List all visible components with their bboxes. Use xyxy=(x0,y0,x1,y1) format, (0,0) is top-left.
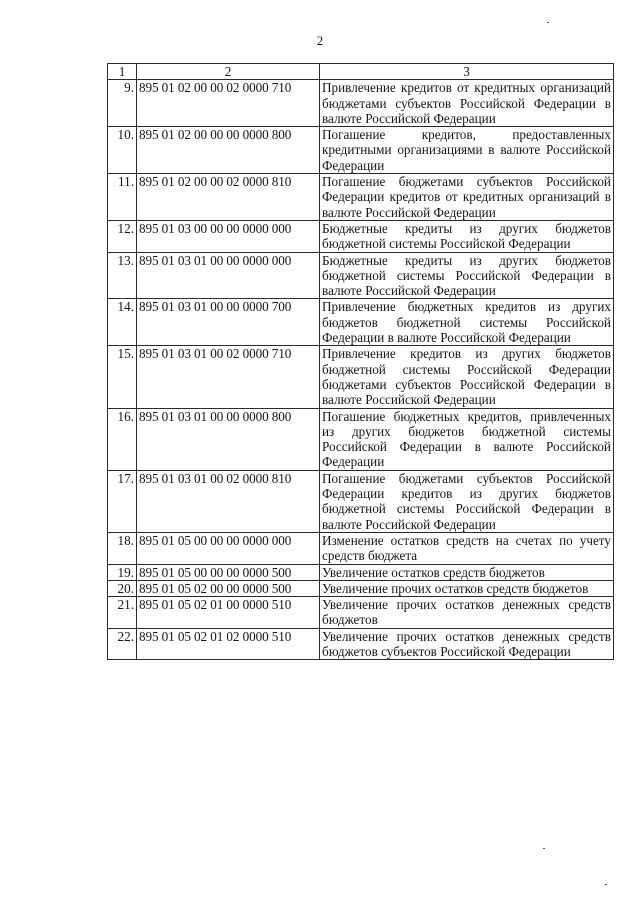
row-number: 9. xyxy=(108,80,137,127)
budget-code: 895 01 03 01 00 02 0000 710 xyxy=(137,346,320,408)
header-col-3: 3 xyxy=(320,64,614,80)
budget-code: 895 01 03 01 00 00 0000 800 xyxy=(137,408,320,470)
row-description: Погашение бюджетных кредитов, привлеченных из других бюджетов бюджетной системы Российской Федерации в валюте Российской Федерации xyxy=(320,408,614,470)
table-row xyxy=(108,628,614,660)
table-row xyxy=(108,532,614,564)
row-number: 15. xyxy=(108,346,137,408)
row-description: Изменение остатков средств на счетах по учету средств бюджета xyxy=(320,532,614,564)
row-number: 16. xyxy=(108,408,137,470)
row-number: 21. xyxy=(108,597,137,629)
row-number: 20. xyxy=(108,580,137,596)
table-row xyxy=(108,220,614,252)
table-header-row xyxy=(108,64,614,80)
row-description: Увеличение прочих остатков денежных средств бюджетов субъектов Российской Федерации xyxy=(320,628,614,660)
table-row xyxy=(108,80,614,127)
row-number: 22. xyxy=(108,628,137,660)
row-description: Увеличение прочих остатков денежных средств бюджетов xyxy=(320,597,614,629)
budget-code: 895 01 03 00 00 00 0000 000 xyxy=(137,220,320,252)
budget-code: 895 01 03 01 00 00 0000 000 xyxy=(137,252,320,299)
row-description: Привлечение бюджетных кредитов из других бюджетов бюджетной системы Российской Федерации в валюте Российской Федерации xyxy=(320,299,614,346)
budget-code: 895 01 02 00 00 00 0000 800 xyxy=(137,127,320,174)
budget-code: 895 01 02 00 00 02 0000 710 xyxy=(137,80,320,127)
header-col-2: 2 xyxy=(137,64,320,80)
header-col-1: 1 xyxy=(108,64,137,80)
row-number: 19. xyxy=(108,564,137,580)
row-description: Привлечение кредитов из других бюджетов бюджетной системы Российской Федерации бюджетами субъектов Российской Федерации в валюте Российской Федерации xyxy=(320,346,614,408)
row-description: Погашение бюджетами субъектов Российской Федерации кредитов от кредитных организаций в валюте Российской Федерации xyxy=(320,174,614,221)
table-row xyxy=(108,174,614,221)
scan-speck xyxy=(605,884,607,885)
table-row xyxy=(108,408,614,470)
row-number: 14. xyxy=(108,299,137,346)
row-number: 10. xyxy=(108,127,137,174)
table-row xyxy=(108,346,614,408)
page-number: 2 xyxy=(316,33,324,48)
row-description: Бюджетные кредиты из других бюджетов бюджетной системы Российской Федерации xyxy=(320,220,614,252)
row-description: Погашение бюджетами субъектов Российской Федерации кредитов из других бюджетов бюджетной системы Российской Федерации в валюте Российской Федерации xyxy=(320,470,614,532)
scan-speck xyxy=(543,848,545,849)
budget-code: 895 01 05 00 00 00 0000 000 xyxy=(137,532,320,564)
row-description: Увеличение остатков средств бюджетов xyxy=(320,564,614,580)
table-row xyxy=(108,597,614,629)
row-description: Увеличение прочих остатков средств бюджетов xyxy=(320,580,614,596)
budget-code: 895 01 05 02 01 02 0000 510 xyxy=(137,628,320,660)
table-row xyxy=(108,580,614,596)
budget-code: 895 01 05 02 00 00 0000 500 xyxy=(137,580,320,596)
table-row xyxy=(108,564,614,580)
table-row xyxy=(108,299,614,346)
row-number: 13. xyxy=(108,252,137,299)
row-description: Бюджетные кредиты из других бюджетов бюджетной системы Российской Федерации в валюте Российской Федерации xyxy=(320,252,614,299)
budget-code: 895 01 05 00 00 00 0000 500 xyxy=(137,564,320,580)
scan-speck xyxy=(547,22,549,23)
row-number: 11. xyxy=(108,174,137,221)
row-number: 18. xyxy=(108,532,137,564)
row-description: Погашение кредитов, предоставленных кредитными организациями в валюте Российской Федерации xyxy=(320,127,614,174)
budget-code: 895 01 03 01 00 02 0000 810 xyxy=(137,470,320,532)
budget-code: 895 01 02 00 00 02 0000 810 xyxy=(137,174,320,221)
table-row xyxy=(108,470,614,532)
table-row xyxy=(108,127,614,174)
table-row xyxy=(108,252,614,299)
budget-classification-table xyxy=(107,63,614,660)
row-description: Привлечение кредитов от кредитных организаций бюджетами субъектов Российской Федерации в валюте Российской Федерации xyxy=(320,80,614,127)
row-number: 17. xyxy=(108,470,137,532)
budget-code: 895 01 03 01 00 00 0000 700 xyxy=(137,299,320,346)
budget-code: 895 01 05 02 01 00 0000 510 xyxy=(137,597,320,629)
row-number: 12. xyxy=(108,220,137,252)
